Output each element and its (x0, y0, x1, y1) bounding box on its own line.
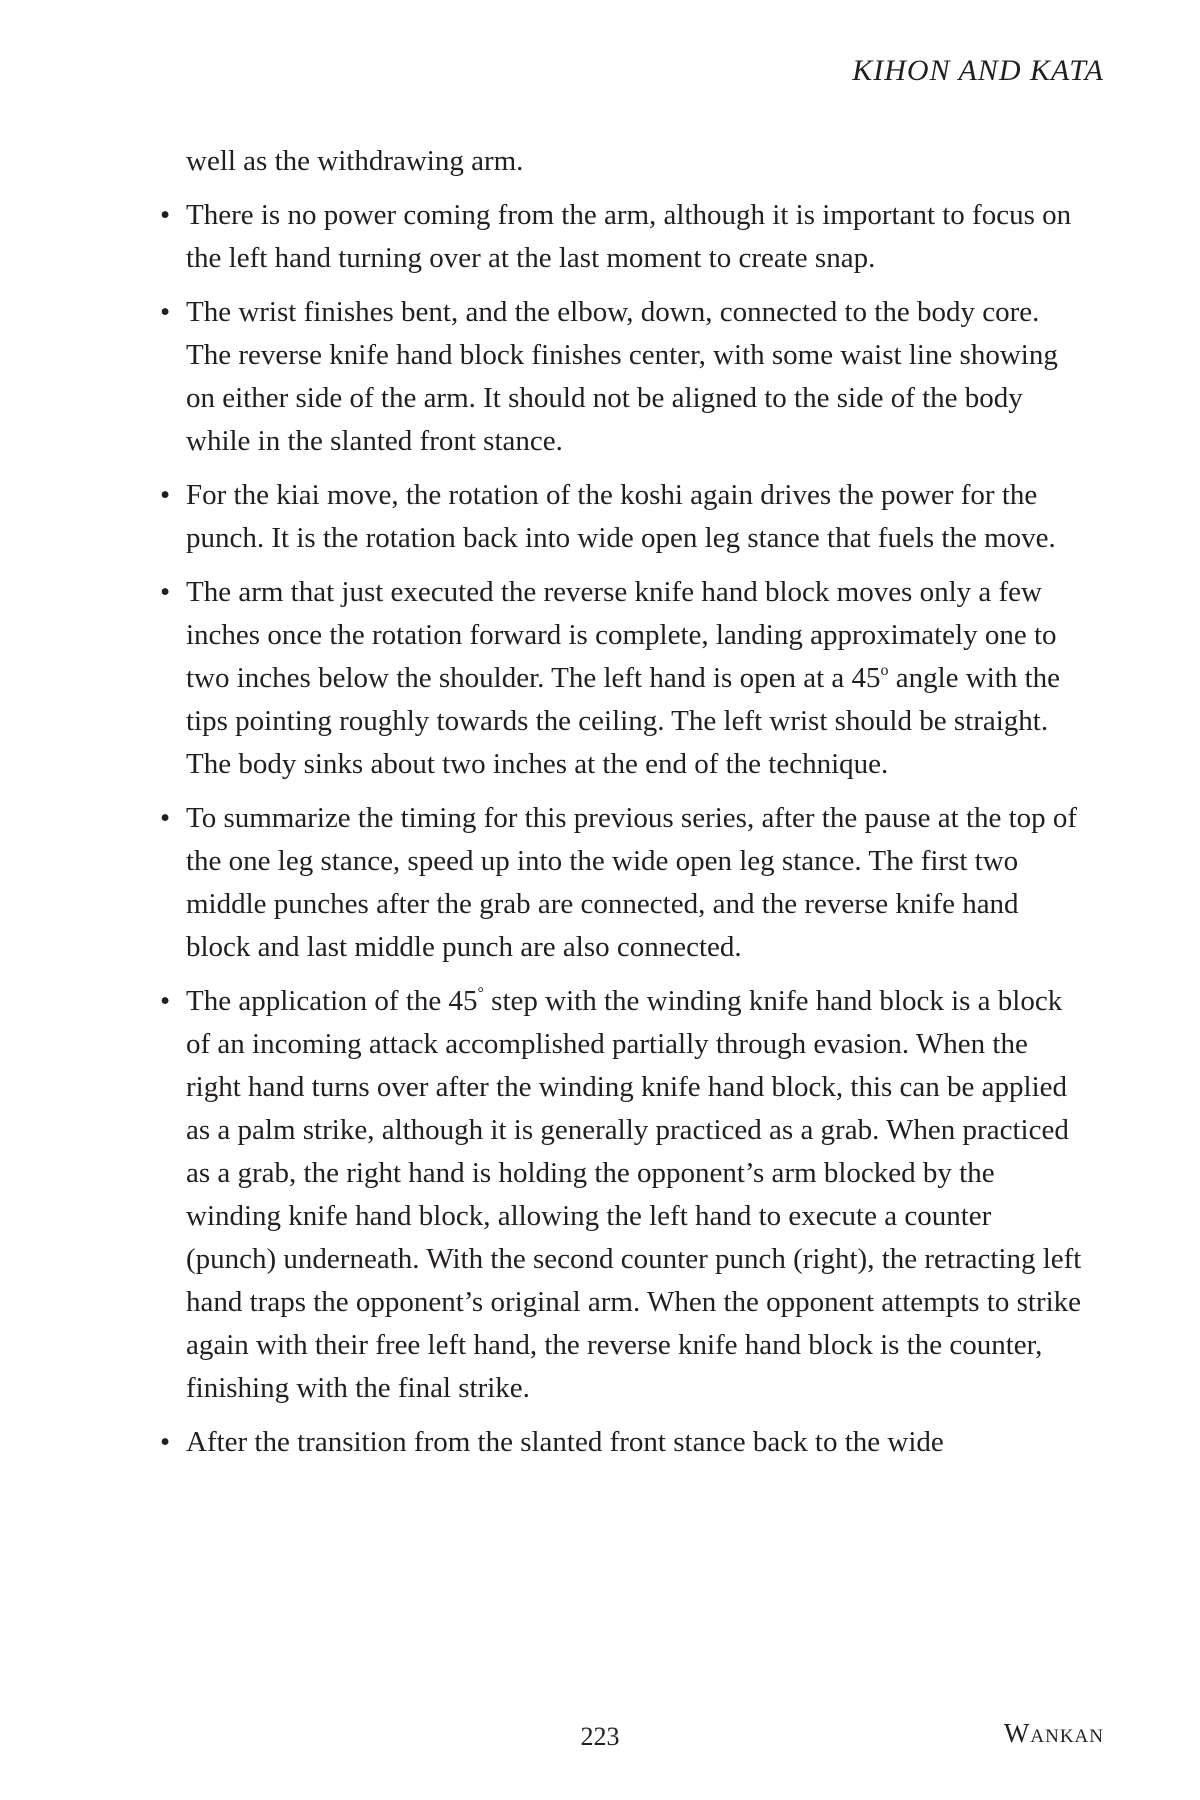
bullet-list (160, 194, 1085, 1464)
publisher-name: Wankan (1003, 1718, 1104, 1748)
bullet-item (160, 194, 1085, 280)
body-text (160, 140, 1085, 1475)
bullet-text: After the transition from the slanted front stance back to the wide (186, 1426, 944, 1458)
degree-mark: ° (477, 985, 484, 1002)
bullet-text: To summarize the timing for this previous series, after the pause at the top of the one leg stance, speed up into the wide open leg stance. The first two middle punches after the grab are connected, and the reverse knife hand block and last middle punch are also connected. (186, 802, 1078, 963)
bullet-text-continued: angle with the tips pointing roughly towards the ceiling. The left wrist should be straight. The body sinks about two inches at the end of the technique. (186, 662, 1061, 780)
bullet-item (160, 474, 1085, 560)
bullet-item (160, 797, 1085, 969)
bullet-text: The arm that just executed the reverse knife hand block moves only a few inches once the rotation forward is complete, landing approximately one to two inches below the shoulder. The left hand is open at a 45 (186, 576, 1057, 694)
bullet-text: There is no power coming from the arm, although it is important to focus on the left hand turning over at the last moment to create snap. (186, 199, 1072, 274)
bullet-item (160, 1421, 1085, 1464)
bullet-item (160, 291, 1085, 463)
page-number: 223 (580, 1722, 620, 1751)
bullet-text: The application of the 45 (186, 985, 478, 1017)
bullet-item (160, 571, 1085, 786)
degree-mark: o (880, 662, 889, 679)
bullet-text: The wrist finishes bent, and the elbow, down, connected to the body core. The reverse knife hand block finishes center, with some waist line showing on either side of the arm. It should not be aligned to the side of the body while in the slanted front stance. (186, 296, 1058, 457)
continuation-paragraph: well as the withdrawing arm. (186, 145, 524, 177)
running-head: KIHON AND KATA (852, 54, 1104, 87)
bullet-item (160, 980, 1085, 1410)
bullet-text: For the kiai move, the rotation of the koshi again drives the power for the punch. It is the rotation back into wide open leg stance that fuels the move. (186, 479, 1056, 554)
bullet-text-continued: step with the winding knife hand block is a block of an incoming attack accomplished partially through evasion. When the right hand turns over after the winding knife hand block, this can be applied as a palm strike, although it is generally practiced as a grab. When practiced as a grab, the right hand is holding the opponent’s arm blocked by the winding knife hand block, allowing the left hand to execute a counter (punch) underneath. With the second counter punch (right), the retracting left hand traps the opponent’s original arm. When the opponent attempts to strike again with their free left hand, the reverse knife hand block is the counter, finishing with the final strike. (186, 985, 1082, 1404)
